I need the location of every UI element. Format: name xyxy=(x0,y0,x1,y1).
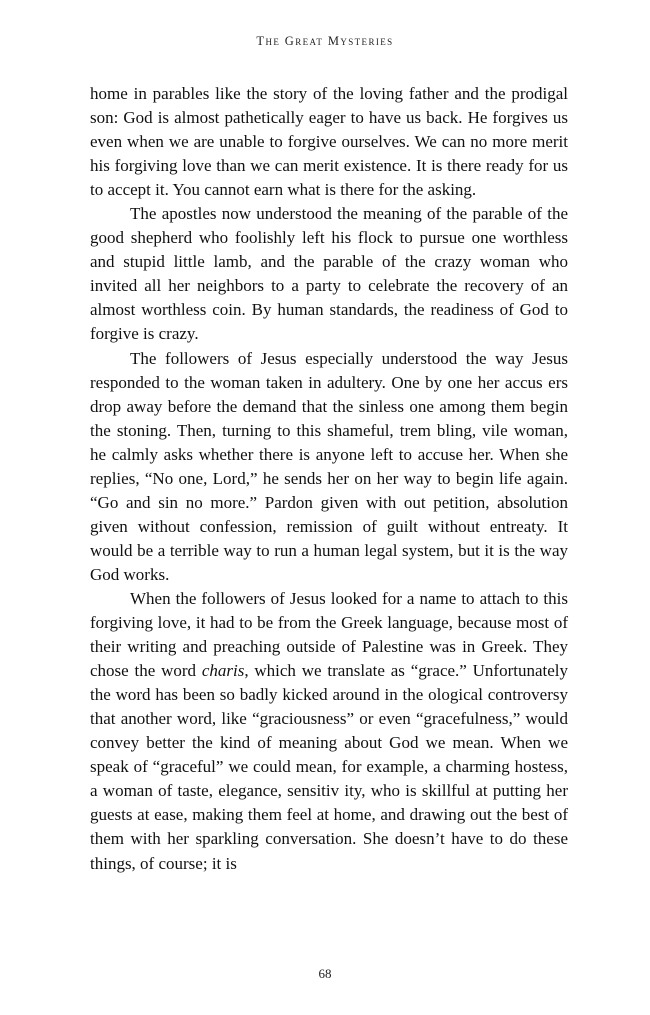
italic-term: charis xyxy=(201,661,245,681)
paragraph xyxy=(90,347,568,587)
text-segment: When the followers of Jesus looked for a name to attach to this forgiving love, it had to be from the Greek language, because most of their writing and preaching outside of Palestine was in Greek. They chose the word xyxy=(90,588,568,681)
running-head: The Great Mysteries xyxy=(256,34,394,48)
text-segment: home in parables like the story of the loving father and the prodigal son: God is almost pathetically eager to have us back. He forgives us even when we are unable to forgive ourselves. We can no more merit his forgiving love than we can merit existence. It is there ready for us to accept it. You cannot earn what is there for the asking. xyxy=(90,84,568,200)
text-segment: , which we translate as “grace.” Unfortunately the word has been so badly kicked around in the ological controversy that another word, like “graciousness” or even “gracefulness,” would convey better the kind of meaning about God we mean. When we speak of “graceful” we could mean, for example, a charming hostess, a woman of taste, elegance, sensitiv ity, who is skillful at putting her guests at ease, making them feel at home, and drawing out the best of them with her sparkling conversation. She doesn’t have to do these things, of course; it is xyxy=(90,661,568,873)
text-segment: The apostles now understood the meaning of the parable of the good shepherd who foolishly left his flock to pursue one worthless and stupid little lamb, and the parable of the crazy woman who invited all her neighbors to a party to celebrate the recovery of an almost worthless coin. By human standards, the readiness of God to forgive is crazy. xyxy=(90,204,568,344)
body-text xyxy=(90,82,568,876)
page-number: 68 xyxy=(318,966,332,981)
paragraph xyxy=(90,202,568,346)
paragraph xyxy=(90,587,568,876)
paragraph xyxy=(90,82,568,202)
text-segment: The followers of Jesus especially understood the way Jesus responded to the woman taken in adultery. One by one her accus ers drop away before the demand that the sinless one among them begin the stoning. Then, turning to this shameful, trem bling, vile woman, he calmly asks whether there is anyone left to accuse her. When she replies, “No one, Lord,” he sends her on her way to begin life again. “Go and sin no more.” Pardon given with out petition, absolution given without confession, remission of guilt without entreaty. It would be a terrible way to run a human legal system, but it is the way God works. xyxy=(90,348,568,584)
